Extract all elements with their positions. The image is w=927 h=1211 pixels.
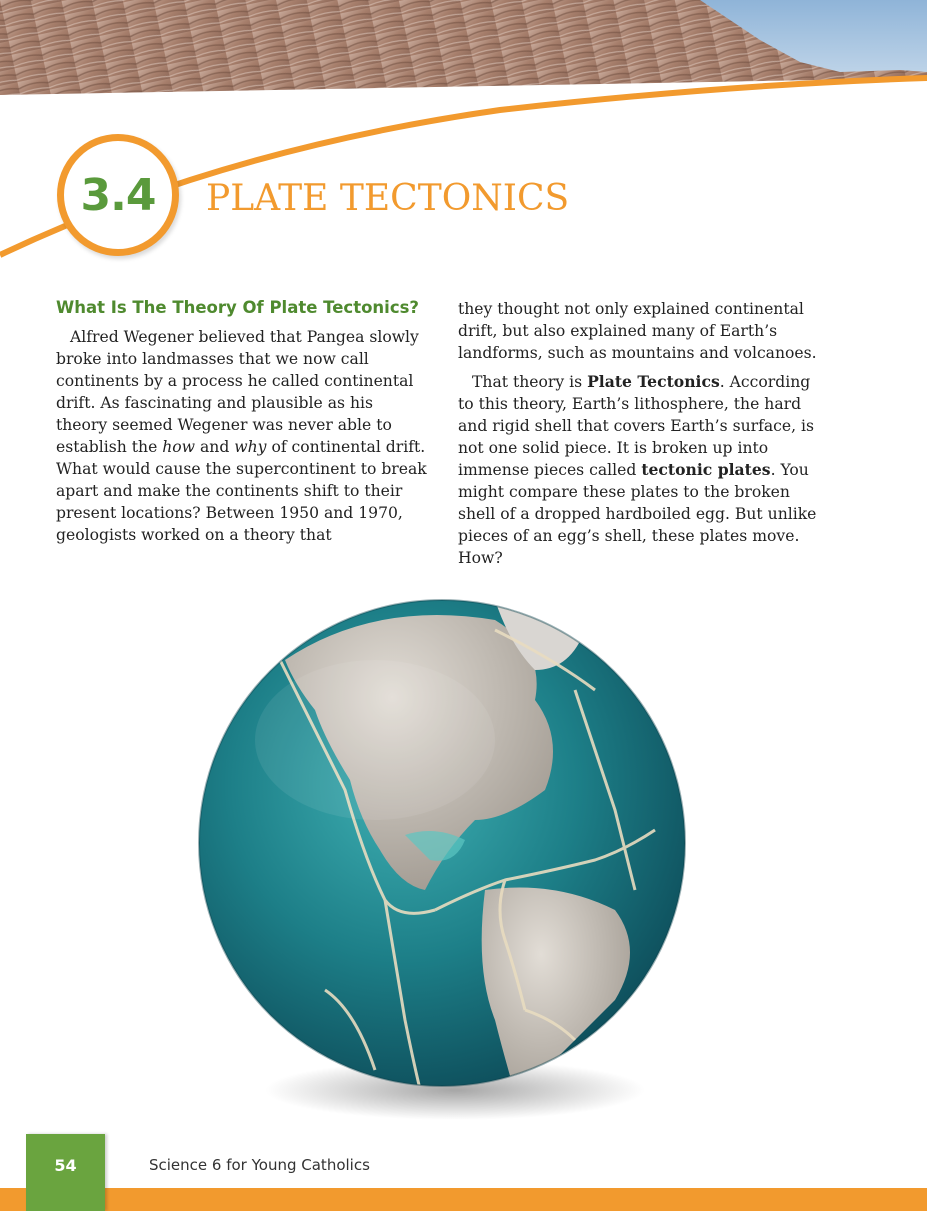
continuation-paragraph: they thought not only explained continental drift, but also explained many of Earth’s landforms, such as mountains and volcanoes. (458, 300, 817, 362)
page-number: 54 (54, 1156, 77, 1175)
globe-illustration (175, 590, 715, 1130)
emphasis-how: how (162, 438, 196, 456)
paragraph-text: of continental drift. What would cause the supercontinent to break apart and make the continents shift to their present locations? Between 1950 and 1970, geologists worked on a theory that (56, 438, 427, 544)
right-column (458, 298, 830, 569)
section-title: PLATE TECTONICS (206, 178, 570, 219)
paragraph-text: That theory is (472, 373, 588, 391)
book-title: Science 6 for Young Catholics (149, 1156, 370, 1174)
theory-paragraph (458, 371, 830, 569)
paragraph-text: Alfred Wegener believed that Pangea slowly broke into landmasses that we now call continents by a process he called continental drift. As fascinating and plausible as his theory seemed Wegener was never able to establish the (56, 328, 419, 456)
left-column (56, 298, 428, 546)
intro-paragraph (56, 326, 428, 546)
term-plate-tectonics: Plate Tectonics (587, 372, 720, 391)
paragraph-text: . According to this theory, Earth’s lithosphere, the hard and rigid shell that covers Earth’s surface, is not one solid piece. It is broken up into immense pieces called (458, 373, 815, 479)
globe-icon (175, 590, 715, 1130)
section-heading: What Is The Theory Of Plate Tectonics? (56, 298, 420, 317)
emphasis-why: why (234, 438, 267, 456)
section-number-badge (57, 134, 179, 256)
term-tectonic-plates: tectonic plates (641, 460, 771, 479)
section-number: 3.4 (80, 169, 156, 221)
paragraph-text: . You might compare these plates to the broken shell of a dropped hardboiled egg. But unlike pieces of an egg’s shell, these plates move. How? (458, 461, 817, 567)
footer-bar (0, 1188, 927, 1211)
page-number-box (26, 1134, 105, 1211)
paragraph-text: and (195, 438, 235, 456)
